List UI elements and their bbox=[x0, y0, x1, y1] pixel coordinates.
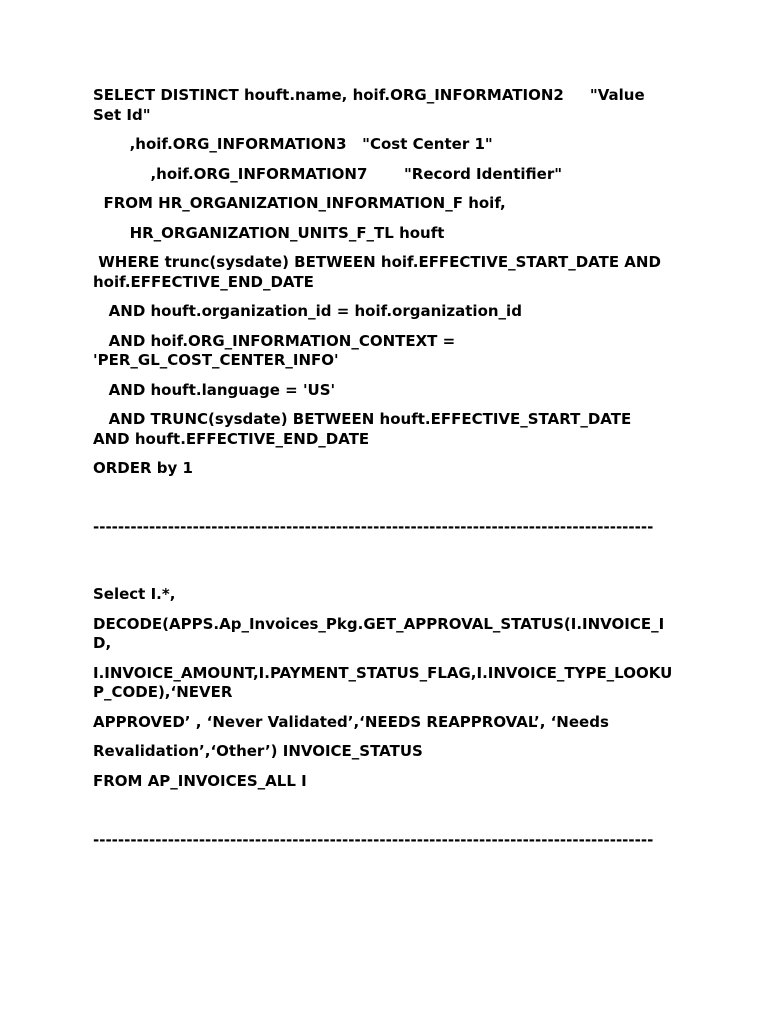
sql-query-invoice-status bbox=[93, 585, 673, 791]
separator-line: ------------------------------------------------------------------------------------------ bbox=[93, 517, 654, 536]
sql-line: WHERE trunc(sysdate) BETWEEN hoif.EFFECTIVE_START_DATE AND hoif.EFFECTIVE_END_DATE bbox=[93, 253, 667, 291]
sql-line: ORDER by 1 bbox=[93, 459, 193, 477]
sql-line: AND houft.organization_id = hoif.organization_id bbox=[93, 302, 522, 320]
sql-line: DECODE(APPS.Ap_Invoices_Pkg.GET_APPROVAL_STATUS(I.INVOICE_ID, bbox=[93, 614, 665, 652]
spacer bbox=[93, 801, 673, 831]
sql-line: APPROVED’ , ‘Never Validated’,‘NEEDS REAPPROVAL’, ‘Needs bbox=[93, 712, 609, 731]
sql-line: FROM AP_INVOICES_ALL I bbox=[93, 771, 307, 790]
spacer bbox=[93, 489, 673, 518]
sql-line: AND hoif.ORG_INFORMATION_CONTEXT = 'PER_GL_COST_CENTER_INFO' bbox=[93, 331, 461, 369]
sql-line: HR_ORGANIZATION_UNITS_F_TL houft bbox=[93, 223, 445, 242]
spacer bbox=[93, 547, 673, 585]
sql-line: AND TRUNC(sysdate) BETWEEN houft.EFFECTIVE_START_DATE AND houft.EFFECTIVE_END_DATE bbox=[93, 410, 637, 448]
sql-line: Select I.*, bbox=[93, 585, 176, 603]
sql-line: I.INVOICE_AMOUNT,I.PAYMENT_STATUS_FLAG,I.INVOICE_TYPE_LOOKUP_CODE),‘NEVER bbox=[93, 663, 673, 701]
sql-line: FROM HR_ORGANIZATION_INFORMATION_F hoif, bbox=[93, 194, 506, 212]
sql-line: ,hoif.ORG_INFORMATION7 "Record Identifier" bbox=[93, 164, 563, 183]
sql-line: SELECT DISTINCT houft.name, hoif.ORG_INFORMATION2 "Value Set Id" bbox=[93, 86, 650, 124]
document-body bbox=[93, 86, 673, 861]
sql-line: AND houft.language = 'US' bbox=[93, 380, 336, 399]
sql-query-cost-center bbox=[93, 86, 673, 479]
separator-line: ------------------------------------------------------------------------------------------ bbox=[93, 831, 654, 849]
sql-line: ,hoif.ORG_INFORMATION3 "Cost Center 1" bbox=[93, 135, 493, 153]
sql-line: Revalidation’,‘Other’) INVOICE_STATUS bbox=[93, 742, 423, 760]
